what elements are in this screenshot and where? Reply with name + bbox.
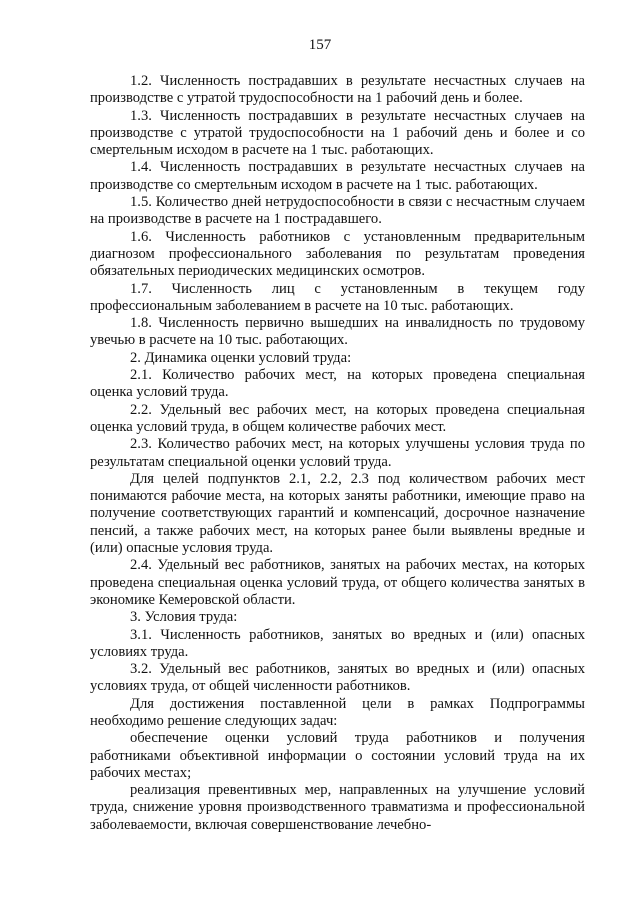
paragraph-1-6: 1.6. Численность работников с установленным предварительным диагнозом профессионального заболевания по результатам проведения обязательных периодических медицинских осмотров.: [90, 228, 585, 280]
page-number: 157: [308, 37, 332, 53]
paragraph-2-2: 2.2. Удельный вес рабочих мест, на которых проведена специальная оценка условий труда, в общем количестве рабочих мест.: [90, 401, 585, 435]
paragraph-3-1: 3.1. Численность работников, занятых во вредных и (или) опасных условиях труда.: [90, 626, 585, 660]
paragraph-1-7: 1.7. Численность лиц с установленным в текущем году профессиональным заболеванием в расчете на 10 тыс. работающих.: [90, 280, 585, 314]
heading-3: 3. Условия труда:: [130, 609, 238, 626]
paragraph-2-4: 2.4. Удельный вес работников, занятых на рабочих местах, на которых проведена специальная оценка условий труда, от общего количества занятых в экономике Кемеровской области.: [90, 557, 585, 608]
paragraph-2-1: 2.1. Количество рабочих мест, на которых проведена специальная оценка условий труда.: [90, 367, 585, 401]
paragraph-3-2: 3.2. Удельный вес работников, занятых во вредных и (или) опасных условиях труда, от общей численности работников.: [90, 661, 585, 695]
paragraph-task-2: реализация превентивных мер, направленных на улучшение условий труда, снижение уровня производственного травматизма и профессиональной заболеваемости, включая совершенствование лечебно-: [90, 782, 585, 833]
paragraph-task-1: обеспечение оценки условий труда работников и получения работниками объективной информации о состоянии условий труда на их рабочих местах;: [90, 730, 585, 781]
paragraph-2-3: 2.3. Количество рабочих мест, на которых улучшены условия труда по результатам специальной оценки условий труда.: [90, 436, 585, 470]
paragraph-1-8: 1.8. Численность первично вышедших на инвалидность по трудовому увечью в расчете на 10 тыс. работающих.: [90, 315, 585, 349]
paragraph-1-4: 1.4. Численность пострадавших в результате несчастных случаев на производстве со смертельным исходом в расчете на 1 тыс. работающих.: [90, 159, 585, 193]
document-body: [90, 73, 585, 834]
heading-2: 2. Динамика оценки условий труда:: [130, 349, 352, 366]
paragraph-1-2: 1.2. Численность пострадавших в результате несчастных случаев на производстве с утратой трудоспособности на 1 рабочий день и более.: [90, 73, 585, 107]
paragraph-1-5: 1.5. Количество дней нетрудоспособности в связи с несчастным случаем на производстве в расчете на 1 пострадавшего.: [90, 194, 585, 228]
paragraph-tasks-intro: Для достижения поставленной цели в рамках Подпрограммы необходимо решение следующих задач:: [90, 695, 585, 729]
paragraph-1-3: 1.3. Численность пострадавших в результате несчастных случаев на производстве с утратой трудоспособности на 1 рабочий день и более и со смертельным исходом в расчете на 1 тыс. работающих.: [90, 107, 585, 159]
paragraph-note-2: Для целей подпунктов 2.1, 2.2, 2.3 под количеством рабочих мест понимаются рабочие места, на которых заняты работники, имеющие право на получение соответствующих гарантий и компенсаций, досрочное назначение пенсий, а также рабочих мест, на которых ранее были выявлены вредные и (или) опасные условия труда.: [90, 470, 585, 557]
